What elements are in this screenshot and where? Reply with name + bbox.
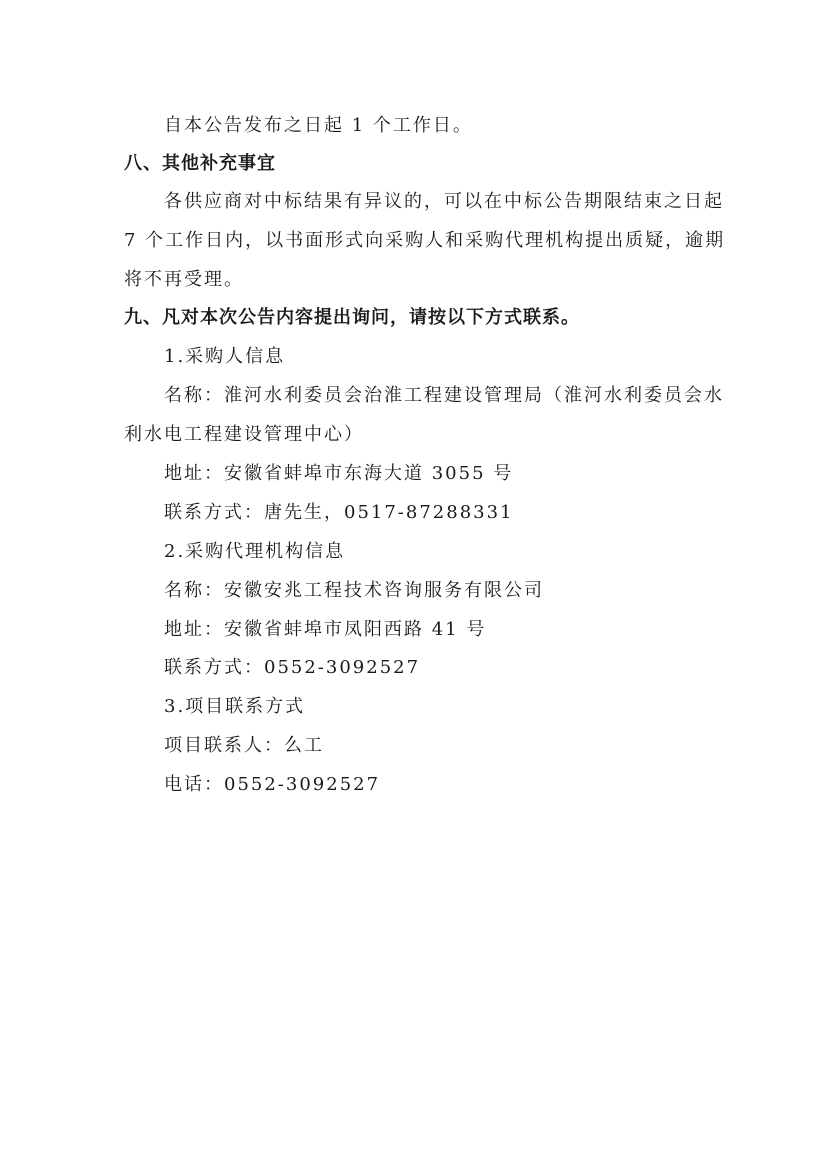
purchaser-name-line1: 名称：淮河水利委员会治淮工程建设管理局（淮河水利委员会水 [164,385,724,406]
purchaser-contact: 联系方式：唐先生，0517-87288331 [164,502,514,523]
agency-contact: 联系方式：0552-3092527 [164,657,421,678]
purchaser-address: 地址：安徽省蚌埠市东海大道 3055 号 [164,463,514,484]
section8-paragraph-line2: 7 个工作日内，以书面形式向采购人和采购代理机构提出质疑，逾期 [124,230,726,251]
section8-paragraph-line1: 各供应商对中标结果有异议的，可以在中标公告期限结束之日起 [164,191,724,212]
section8-heading: 八、其他补充事宜 [124,153,276,174]
agency-info-title: 2.采购代理机构信息 [164,541,346,562]
project-contact-phone: 电话：0552-3092527 [164,774,381,795]
section7-tail-text: 自本公告发布之日起 1 个工作日。 [164,115,473,136]
agency-address: 地址：安徽省蚌埠市凤阳西路 41 号 [164,619,487,640]
purchaser-info-title: 1.采购人信息 [164,346,286,367]
purchaser-name-line2: 利水电工程建设管理中心） [124,424,364,445]
section8-paragraph-line3: 将不再受理。 [124,269,244,290]
project-contact-title: 3.项目联系方式 [164,696,306,717]
agency-name: 名称：安徽安兆工程技术咨询服务有限公司 [164,580,544,601]
section9-heading: 九、凡对本次公告内容提出询问，请按以下方式联系。 [124,307,580,328]
project-contact-person: 项目联系人：么工 [164,735,324,756]
